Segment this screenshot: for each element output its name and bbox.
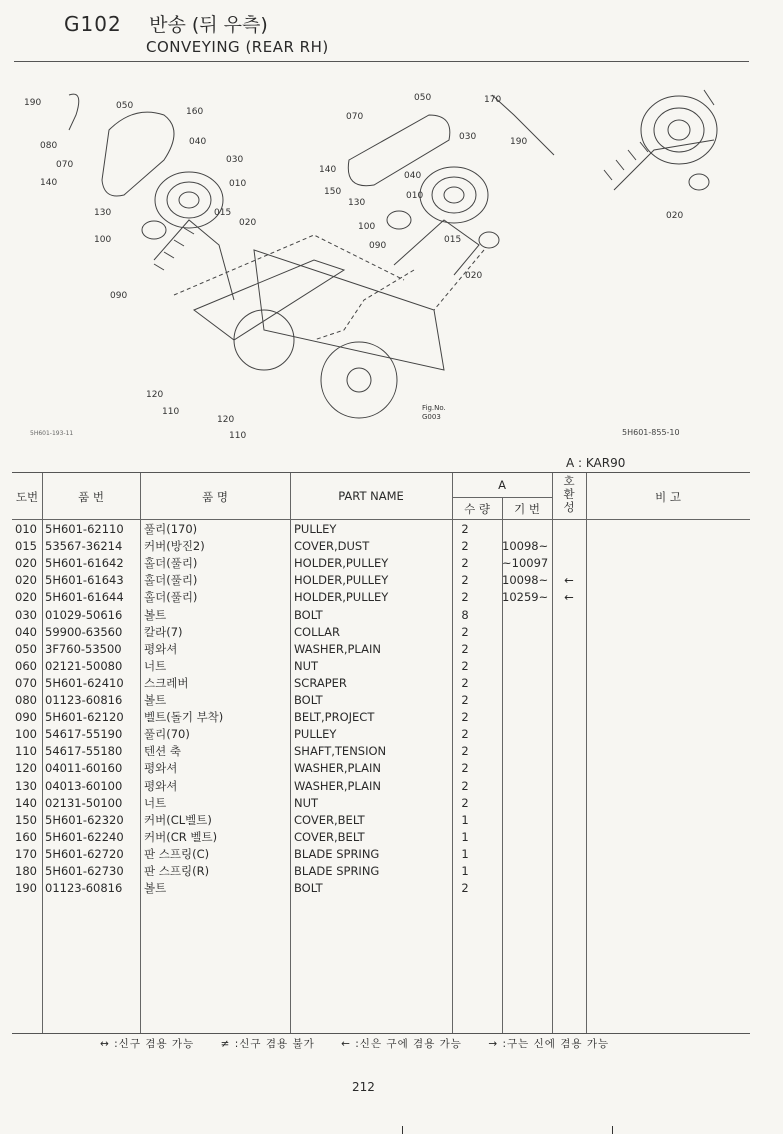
cell-part: 04013-60100 [45, 778, 123, 793]
pulley-detail-right [641, 96, 717, 164]
header-serial: 기 번 [514, 502, 540, 516]
cell-no: 010 [15, 522, 37, 536]
svg-text:140: 140 [319, 165, 337, 175]
cell-no: 015 [15, 539, 37, 554]
cell-part: 02131-50100 [45, 795, 123, 810]
legend-item: ← :신은 구에 겸용 가능 [341, 1038, 462, 1050]
svg-text:070: 070 [346, 112, 364, 122]
cell-ko: 벨트(돌기 부착) [144, 710, 224, 725]
header-part-no: 품 번 [78, 490, 104, 504]
cell-en: BOLT [294, 693, 323, 707]
cell-no: 080 [15, 693, 37, 707]
cell-en: COVER,BELT [294, 829, 365, 844]
svg-text:090: 090 [110, 291, 128, 301]
cell-ko: 홀더(풀리) [144, 556, 198, 571]
cell-qty: 2 [461, 590, 469, 605]
svg-text:050: 050 [116, 101, 134, 111]
section-title-ko: 반송 (뒤 우측) [149, 14, 268, 36]
cell-part: 59900-63560 [45, 624, 123, 639]
cell-en: COLLAR [294, 624, 341, 639]
cell-qty: 2 [461, 710, 469, 725]
cell-no: 150 [15, 812, 37, 827]
cell-en: PULLEY [294, 727, 337, 742]
cell-no: 060 [15, 658, 37, 673]
page-header [64, 10, 268, 37]
svg-text:130: 130 [348, 198, 366, 208]
svg-text:010: 010 [406, 191, 424, 201]
cell-part: 5H601-62410 [45, 675, 124, 690]
cell-part: 5H601-62320 [45, 812, 124, 827]
svg-text:120: 120 [146, 390, 164, 400]
svg-text:020: 020 [239, 218, 257, 228]
svg-text:040: 040 [404, 171, 422, 181]
cell-en: SHAFT,TENSION [294, 744, 387, 759]
header-name-ko: 품 명 [202, 490, 228, 504]
cell-en: SCRAPER [294, 675, 347, 690]
belt-center [394, 220, 479, 275]
cell-ko: 홀더(풀리) [144, 573, 198, 588]
header-group-a: A [498, 478, 506, 492]
belt-cover-center [348, 115, 450, 186]
cell-en: COVER,BELT [294, 812, 365, 827]
cell-qty: 2 [461, 573, 469, 588]
cell-part: 5H601-62730 [45, 864, 124, 878]
cell-part: 3F760-53500 [45, 641, 122, 656]
cell-ko: 홀더(풀리) [144, 590, 198, 605]
cell-no: 120 [15, 761, 37, 776]
cell-qty: 2 [461, 675, 469, 690]
svg-text:150: 150 [324, 187, 342, 197]
cell-ko: 커버(CL벨트) [144, 812, 212, 827]
cell-qty: 8 [461, 607, 469, 622]
cell-ko: 스크레버 [144, 675, 189, 690]
cell-qty: 2 [461, 522, 469, 536]
svg-text:015: 015 [214, 208, 232, 218]
cell-en: COVER,DUST [294, 539, 370, 554]
cell-ko: 볼트 [144, 881, 167, 896]
cell-en: BLADE SPRING [294, 846, 380, 861]
cell-part: 01123-60816 [45, 881, 123, 896]
cell-ko: 평와셔 [144, 778, 178, 793]
svg-text:110: 110 [229, 431, 247, 441]
cell-part: 5H601-62720 [45, 846, 124, 861]
section-title-en: CONVEYING (REAR RH) [146, 38, 329, 56]
cell-qty: 1 [461, 864, 469, 878]
cell-part: 01123-60816 [45, 693, 123, 707]
cell-part: 5H601-62240 [45, 829, 124, 844]
cell-ko: 너트 [144, 658, 167, 673]
svg-text:020: 020 [666, 211, 684, 221]
diagram-svg [14, 70, 749, 445]
cell-no: 030 [15, 607, 37, 622]
cell-no: 170 [15, 846, 37, 861]
cell-ko: 너트 [144, 795, 167, 810]
svg-text:100: 100 [358, 222, 376, 232]
cell-ko: 칼라(7) [144, 624, 183, 639]
cell-ko: 커버(CR 벨트) [144, 829, 218, 844]
svg-text:050: 050 [414, 93, 432, 103]
cell-qty: 2 [461, 744, 469, 759]
svg-text:120: 120 [217, 415, 235, 425]
header-qty: 수 량 [464, 502, 490, 516]
model-label: A : KAR90 [566, 456, 626, 470]
svg-text:030: 030 [459, 132, 477, 142]
cell-qty: 2 [461, 778, 469, 793]
cell-no: 130 [15, 778, 37, 793]
cell-ic: ← [564, 590, 574, 605]
cell-en: BLADE SPRING [294, 864, 380, 878]
figure-id-right: 5H601-855-10 [622, 428, 680, 437]
cell-qty: 2 [461, 556, 469, 571]
header-no: 도번 [15, 490, 39, 504]
cell-no: 190 [15, 881, 37, 896]
cell-en: BOLT [294, 881, 323, 896]
cell-no: 020 [15, 590, 37, 605]
cell-ko: 커버(방진2) [144, 539, 205, 554]
cell-serial: 10259~ [502, 590, 549, 605]
cell-no: 050 [15, 641, 37, 656]
cell-qty: 2 [461, 658, 469, 673]
cell-no: 020 [15, 556, 37, 571]
svg-text:100: 100 [94, 235, 112, 245]
cell-ko: 평와셔 [144, 641, 178, 656]
cell-part: 01029-50616 [45, 607, 123, 622]
cell-no: 070 [15, 675, 37, 690]
legend-item: ≠ :신구 겸용 불가 [220, 1038, 315, 1050]
cell-part: 02121-50080 [45, 658, 123, 673]
cell-en: BELT,PROJECT [294, 710, 375, 725]
svg-text:170: 170 [484, 95, 502, 105]
cell-en: HOLDER,PULLEY [294, 573, 389, 588]
belt-cover-left [102, 112, 174, 196]
legend [100, 1036, 631, 1051]
cell-en: HOLDER,PULLEY [294, 556, 389, 571]
svg-text:190: 190 [510, 137, 528, 147]
cell-qty: 2 [461, 761, 469, 776]
cell-no: 100 [15, 727, 37, 742]
cell-en: WASHER,PLAIN [294, 641, 381, 656]
conveyor-frame [254, 250, 444, 370]
cell-no: 040 [15, 624, 37, 639]
cell-qty: 2 [461, 727, 469, 742]
cell-en: PULLEY [294, 522, 337, 536]
svg-text:090: 090 [369, 241, 387, 251]
cell-en: WASHER,PLAIN [294, 761, 381, 776]
header-part-name: PART NAME [338, 489, 404, 503]
svg-text:130: 130 [94, 208, 112, 218]
cell-qty: 1 [461, 846, 469, 861]
svg-text:040: 040 [189, 137, 207, 147]
cell-en: NUT [294, 658, 319, 673]
cell-no: 020 [15, 573, 37, 588]
legend-item: ↔ :신구 겸용 가능 [100, 1038, 195, 1050]
cell-qty: 2 [461, 693, 469, 707]
svg-text:080: 080 [40, 141, 58, 151]
header-interchange: 호 환 성 [563, 474, 575, 514]
svg-text:010: 010 [229, 179, 247, 189]
cell-ko: 풀리(170) [144, 522, 198, 536]
header-remarks: 비 고 [655, 490, 681, 504]
svg-text:020: 020 [465, 271, 483, 281]
cell-qty: 2 [461, 624, 469, 639]
cell-qty: 1 [461, 812, 469, 827]
cell-part: 04011-60160 [45, 761, 123, 776]
cell-no: 110 [15, 744, 37, 759]
cell-ko: 판 스프링(R) [144, 864, 210, 878]
svg-text:Fig.No.: Fig.No. [422, 404, 446, 412]
cell-qty: 2 [461, 641, 469, 656]
svg-text:015: 015 [444, 235, 462, 245]
svg-text:G003: G003 [422, 413, 441, 421]
cell-part: 54617-55190 [45, 727, 123, 742]
cell-ko: 볼트 [144, 607, 167, 622]
cell-part: 5H601-62110 [45, 522, 124, 536]
cell-part: 5H601-61643 [45, 573, 124, 588]
legend-item: → :구는 신에 겸용 가능 [488, 1038, 610, 1050]
small-pulley-left [142, 221, 166, 239]
cell-serial: ~10097 [502, 556, 549, 571]
cell-qty: 2 [461, 795, 469, 810]
cell-en: WASHER,PLAIN [294, 778, 381, 793]
cell-en: NUT [294, 795, 319, 810]
cell-no: 090 [15, 710, 37, 725]
svg-text:030: 030 [226, 155, 244, 165]
cell-no: 180 [15, 864, 37, 878]
cell-part: 53567-36214 [45, 539, 123, 554]
cell-part: 54617-55180 [45, 744, 123, 759]
cell-part: 5H601-61644 [45, 590, 124, 605]
svg-text:070: 070 [56, 160, 74, 170]
pulley-center [420, 167, 488, 223]
cell-ko: 볼트 [144, 693, 167, 707]
svg-text:190: 190 [24, 98, 42, 108]
cell-ic: ← [564, 573, 574, 588]
cell-qty: 2 [461, 539, 469, 554]
cell-serial: 10098~ [502, 573, 549, 588]
cell-ko: 평와셔 [144, 761, 178, 776]
cell-en: BOLT [294, 607, 323, 622]
figure-id-left: 5H601-193-11 [30, 430, 74, 437]
svg-text:140: 140 [40, 178, 58, 188]
cell-qty: 2 [461, 881, 469, 896]
parts-table [12, 472, 750, 1034]
cell-serial: 10098~ [502, 539, 549, 554]
section-code: G102 [64, 12, 122, 36]
cell-ko: 풀리(70) [144, 727, 190, 742]
header-divider [14, 61, 749, 62]
cell-ko: 텐션 축 [144, 744, 181, 759]
cell-ko: 판 스프링(C) [144, 846, 210, 861]
cell-qty: 1 [461, 829, 469, 844]
cell-part: 5H601-61642 [45, 556, 124, 571]
sprocket-wheel [321, 342, 397, 418]
cell-part: 5H601-62120 [45, 710, 124, 725]
cell-en: HOLDER,PULLEY [294, 590, 389, 605]
cell-no: 140 [15, 795, 37, 810]
svg-text:160: 160 [186, 107, 204, 117]
exploded-diagram [14, 70, 749, 445]
page-number: 212 [352, 1080, 375, 1094]
svg-text:110: 110 [162, 407, 180, 417]
cell-no: 160 [15, 829, 37, 844]
